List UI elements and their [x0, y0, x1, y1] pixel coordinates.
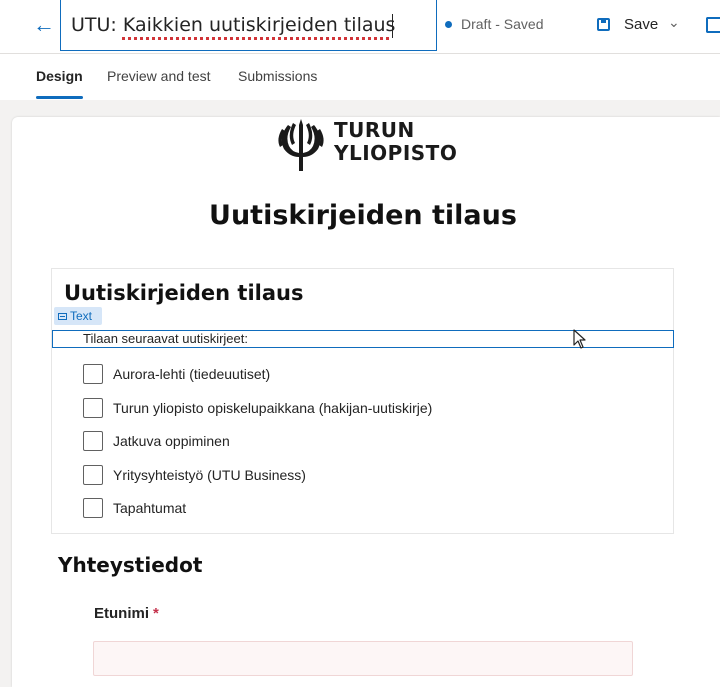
- university-logo: [274, 117, 458, 173]
- option-label: Yritysyhteistyö (UTU Business): [113, 467, 306, 483]
- checkbox[interactable]: [83, 431, 103, 451]
- option-events[interactable]: [83, 498, 643, 520]
- tab-bar: [0, 54, 720, 100]
- text-element-tag[interactable]: Text: [54, 307, 102, 325]
- chevron-down-icon[interactable]: ⌄: [668, 14, 680, 30]
- option-label: Turun yliopisto opiskelupaikkana (hakijan-uutiskirje): [113, 400, 433, 416]
- checkbox[interactable]: [83, 465, 103, 485]
- status-text: Draft - Saved: [461, 16, 544, 32]
- trident-logo-icon: [274, 117, 328, 173]
- logo-wordmark: TURUN YLIOPISTO: [334, 118, 458, 165]
- share-icon[interactable]: [706, 17, 720, 33]
- option-label: Aurora-lehti (tiedeuutiset): [113, 366, 271, 382]
- checkbox[interactable]: [83, 398, 103, 418]
- tab-preview-and-test[interactable]: Preview and test: [107, 68, 211, 84]
- first-name-label: Etunimi *: [94, 605, 159, 622]
- required-asterisk: *: [153, 605, 159, 622]
- mouse-cursor-icon: [573, 329, 587, 349]
- back-arrow-icon[interactable]: ←: [33, 12, 55, 37]
- option-label: Tapahtumat: [113, 500, 187, 516]
- contact-section-heading: Yhteystiedot: [58, 553, 203, 577]
- top-bar: [0, 0, 720, 53]
- checkbox[interactable]: [83, 498, 103, 518]
- form-name-input[interactable]: [60, 0, 437, 51]
- active-tab-indicator: [36, 96, 83, 99]
- checkbox[interactable]: [83, 364, 103, 384]
- selected-text-element[interactable]: Tilaan seuraavat uutiskirjeet:: [52, 330, 674, 348]
- option-applicant-newsletter[interactable]: [83, 398, 643, 420]
- text-block-icon: [58, 313, 67, 320]
- first-name-field[interactable]: [93, 641, 633, 676]
- option-label: Jatkuva oppiminen: [113, 433, 230, 449]
- option-aurora[interactable]: [83, 364, 643, 386]
- save-button[interactable]: Save: [624, 16, 659, 33]
- save-icon[interactable]: [597, 18, 610, 31]
- option-utu-business[interactable]: [83, 465, 643, 487]
- draft-status-dot-icon: [445, 21, 452, 28]
- tab-design[interactable]: Design: [36, 68, 83, 84]
- form-title: Uutiskirjeiden tilaus: [209, 200, 517, 231]
- text-caret: [392, 14, 393, 38]
- option-continuous-learning[interactable]: [83, 431, 643, 453]
- section-heading: Uutiskirjeiden tilaus: [64, 281, 304, 305]
- tab-submissions[interactable]: Submissions: [238, 68, 318, 84]
